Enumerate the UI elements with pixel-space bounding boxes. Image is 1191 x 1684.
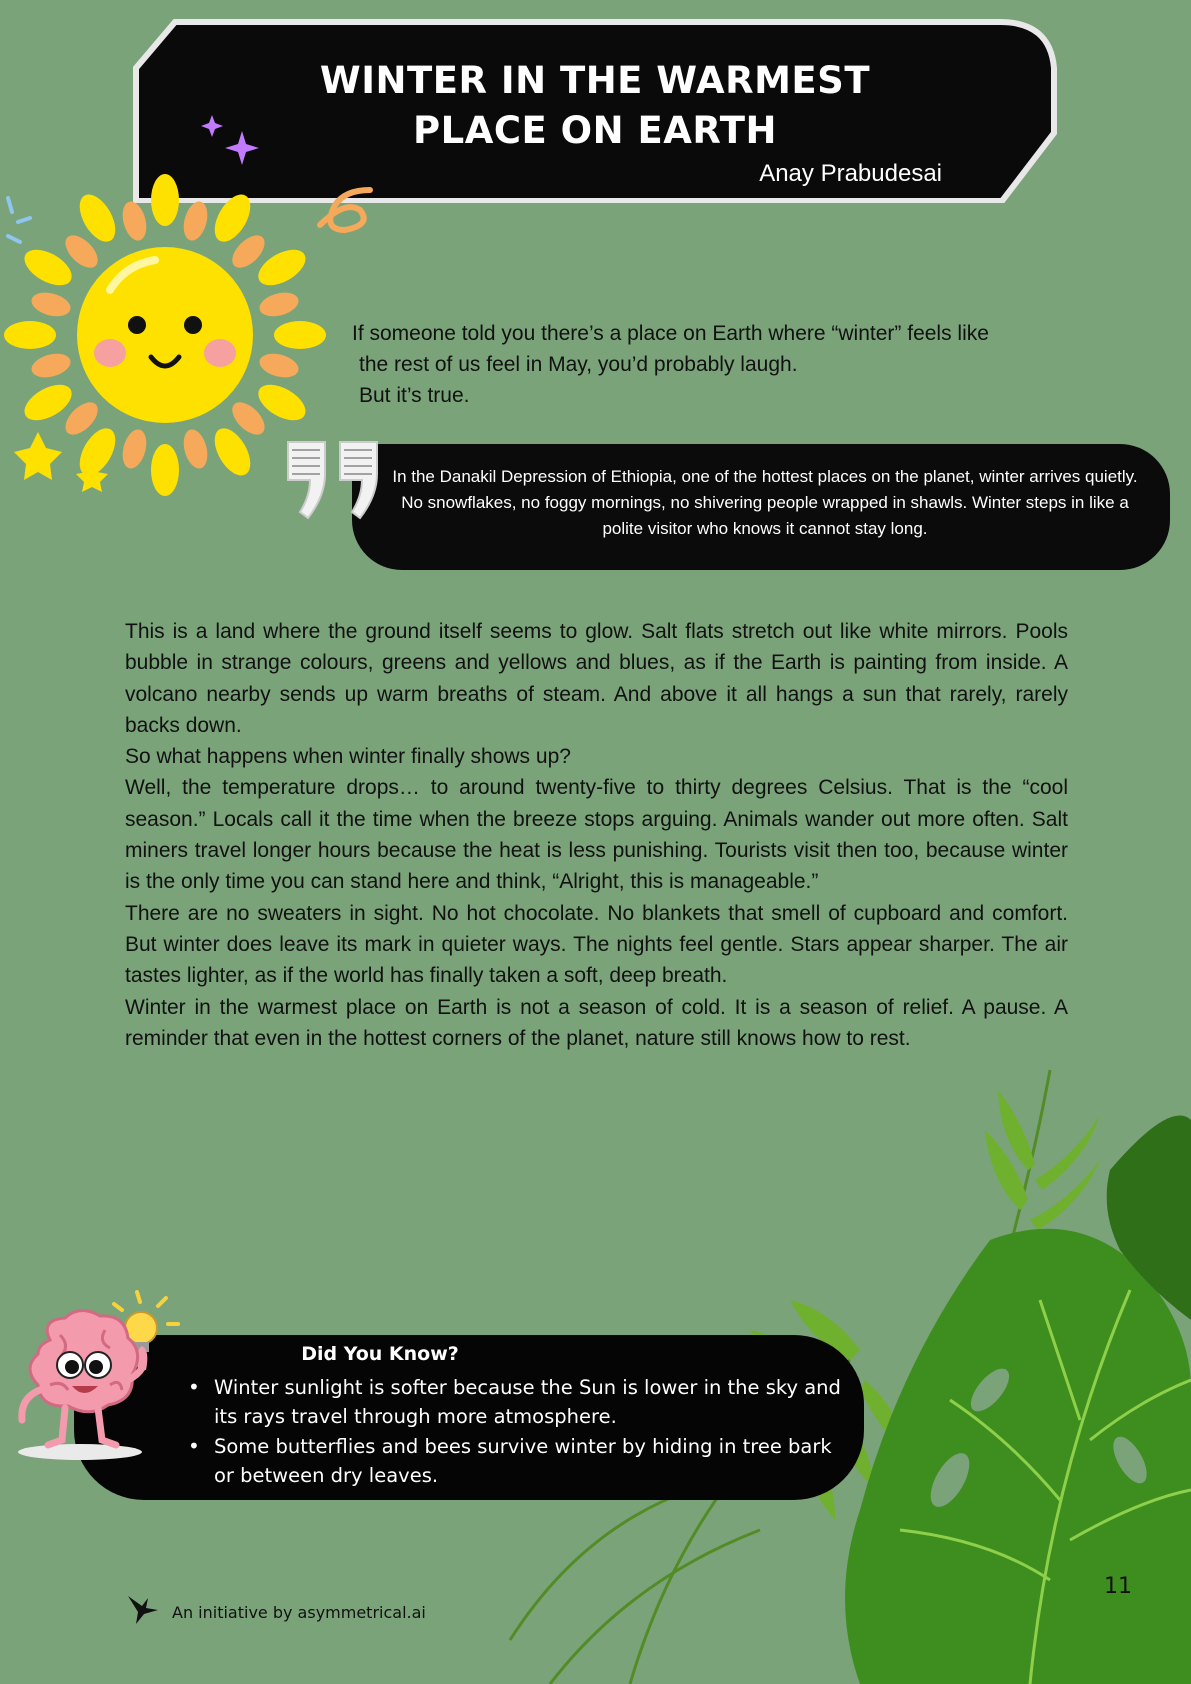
title-line-1: WINTER IN THE WARMEST — [319, 59, 871, 102]
list-item: • Some butterflies and bees survive winter by hiding in tree bark or between dry leaves. — [214, 1432, 854, 1490]
quote-marks-icon — [280, 438, 395, 538]
page-number: 11 — [1104, 1574, 1132, 1599]
intro-line-2: the rest of us feel in May, you’d probably laugh. — [359, 353, 798, 376]
body-paragraph-5: Winter in the warmest place on Earth is not a season of cold. It is a season of relief. A pause. A reminder that even in the hottest corners of the planet, nature still knows how to rest. — [125, 995, 1068, 1050]
bird-logo-icon — [126, 1592, 160, 1626]
intro-line-3: But it’s true. — [359, 384, 470, 407]
list-item: • Winter sunlight is softer because the Sun is lower in the sky and its rays travel through more atmosphere. — [214, 1373, 854, 1431]
did-you-know-list — [214, 1373, 854, 1491]
body-paragraph-4: There are no sweaters in sight. No hot chocolate. No blankets that smell of cupboard and comfort. But winter does leave its mark in quieter ways. The nights feel gentle. Stars appear sharper. The air tastes lighter, as if the world has finally taken a soft, deep breath. — [125, 901, 1068, 988]
brain-mascot-icon — [10, 1290, 200, 1465]
body-paragraph-3: Well, the temperature drops… to around twenty-five to thirty degrees Celsius. That is the “cool season.” Locals call it the time when the breeze stops arguing. Animals wander out more often. Salt miners travel longer hours because the heat is less punishing. Tourists visit then too, because winter is the only time you can stand here and think, “Alright, this is manageable.” — [125, 776, 1068, 894]
author-name: Anay Prabudesai — [759, 160, 942, 187]
quote-box — [352, 444, 1170, 570]
intro-paragraph — [352, 318, 1112, 411]
body-paragraph-2: So what happens when winter finally shows up? — [125, 745, 571, 769]
intro-line-1: If someone told you there’s a place on Earth where “winter” feels like — [352, 322, 989, 345]
footer-initiative: An initiative by asymmetrical.ai — [172, 1603, 426, 1622]
did-you-know-title: Did You Know? — [301, 1343, 459, 1365]
article-body — [125, 616, 1068, 1054]
title-line-2: PLACE ON EARTH — [413, 109, 777, 152]
quote-text: In the Danakil Depression of Ethiopia, one of the hottest places on the planet, winter arrives quietly. No snowflakes, no foggy mornings, no shivering people wrapped in shawls. Winter steps in like a polite visitor who knows it cannot stay long. — [392, 467, 1138, 538]
body-paragraph-1: This is a land where the ground itself seems to glow. Salt flats stretch out like white mirrors. Pools bubble in strange colours, greens and yellows and blues, as if the Earth is painting from inside. A volcano nearby sends up warm breaths of steam. And above it all hangs a sun that rarely, rarely backs down. — [125, 620, 1068, 737]
